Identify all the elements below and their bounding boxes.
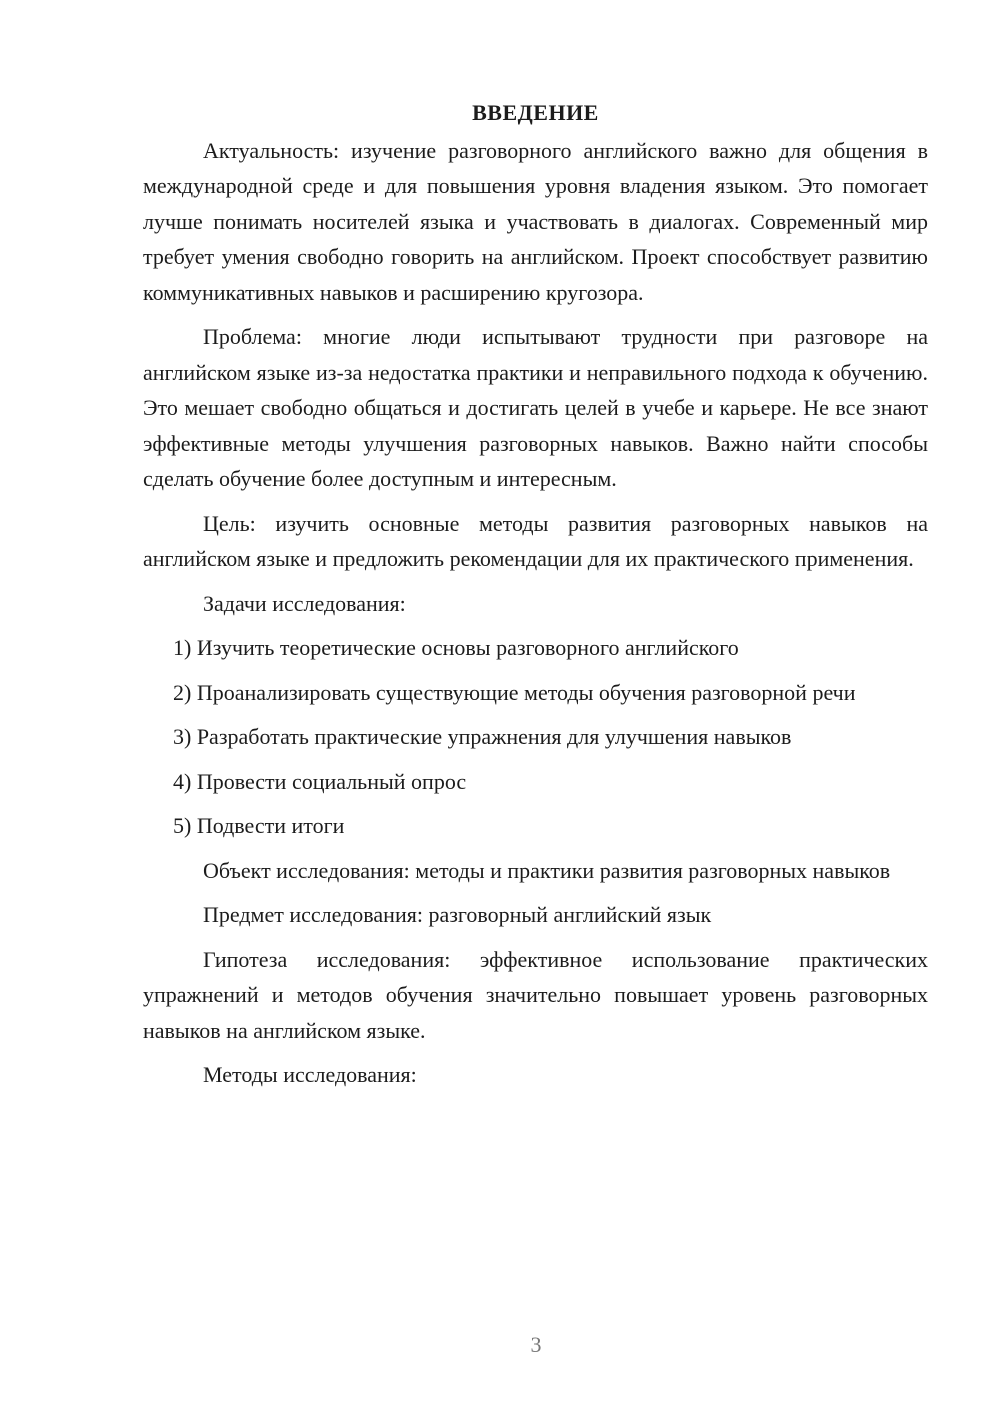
paragraph-methods: Методы исследования: — [203, 1062, 417, 1087]
task-item: 5) Подвести итоги — [173, 813, 345, 838]
paragraph-subject: Предмет исследования: разговорный английский язык — [203, 902, 712, 927]
task-item: 4) Провести социальный опрос — [173, 768, 467, 794]
task-item: 2) Проанализировать существующие методы обучения разговорной речи — [173, 679, 856, 705]
paragraph-tasks-heading: Задачи исследования: — [203, 590, 406, 616]
page-number: 3 — [530, 1332, 542, 1357]
paragraph-problem: Проблема: многие люди испытывают трудности при разговоре на английском языке из-за недостатка практики и неправильного подхода к обучению. Это мешает свободно общаться и достигать целей в учебе и карьере. Не все знают эффективные методы улучшения разговорных навыков. Важно найти способы сделать обучение более доступным и интересным. — [143, 324, 928, 491]
paragraph-relevance: Актуальность: изучение разговорного английского важно для общения в международной среде и для повышения уровня владения языком. Это помогает лучше понимать носителей языка и участвовать в диалогах. Современный мир требует умения свободно говорить на английском. Проект способствует развитию коммуникативных навыков и расширению кругозора. — [143, 137, 928, 305]
paragraph-hypothesis: Гипотеза исследования: эффективное использование практических упражнений и методов обучения значительно повышает уровень разговорных навыков на английском языке. — [143, 946, 928, 1043]
task-item: 1) Изучить теоретические основы разговорного английского — [173, 635, 739, 660]
section-title: ВВЕДЕНИЕ — [472, 100, 599, 125]
paragraph-object: Объект исследования: методы и практики развития разговорных навыков — [203, 857, 891, 883]
task-item: 3) Разработать практические упражнения для улучшения навыков — [173, 724, 792, 749]
document-body — [143, 95, 928, 1102]
paragraph-goal: Цель: изучить основные методы развития разговорных навыков на английском языке и предложить рекомендации для их практического применения. — [143, 510, 928, 571]
